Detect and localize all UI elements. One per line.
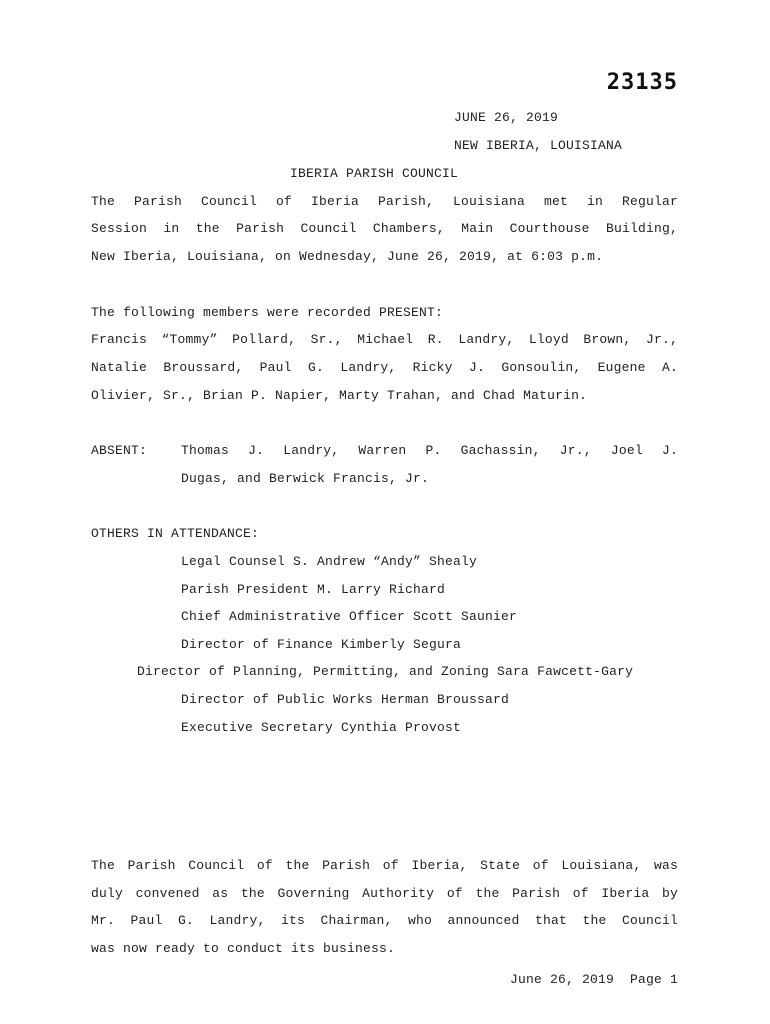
header-location: NEW IBERIA, LOUISIANA (454, 138, 623, 153)
attendance-item: Director of Planning, Permitting, and Zoning Sara Fawcett-Gary (137, 664, 634, 679)
present-line: Olivier, Sr., Brian P. Napier, Marty Trahan, and Chad Maturin. (91, 388, 588, 403)
absent-line: Dugas, and Berwick Francis, Jr. (181, 471, 430, 486)
intro-line: Session in the Parish Council Chambers, Main Courthouse Building, (91, 221, 678, 236)
attendance-item: Legal Counsel S. Andrew “Andy” Shealy (181, 554, 478, 569)
attendance-heading: OTHERS IN ATTENDANCE: (91, 526, 260, 541)
intro-line: New Iberia, Louisiana, on Wednesday, June 26, 2019, at 6:03 p.m. (91, 249, 604, 264)
council-title: IBERIA PARISH COUNCIL (290, 166, 459, 181)
present-line: Natalie Broussard, Paul G. Landry, Ricky J. Gonsoulin, Eugene A. (91, 360, 678, 375)
attendance-item: Director of Finance Kimberly Segura (181, 637, 462, 652)
absent-label: ABSENT: (91, 443, 148, 458)
attendance-item: Director of Public Works Herman Broussard (181, 692, 510, 707)
present-heading: The following members were recorded PRESENT: (91, 305, 444, 320)
closing-line: The Parish Council of the Parish of Iberia, State of Louisiana, was (91, 858, 678, 873)
page-footer: June 26, 2019 Page 1 (509, 972, 678, 987)
attendance-item: Chief Administrative Officer Scott Saunier (181, 609, 518, 624)
present-line: Francis “Tommy” Pollard, Sr., Michael R. Landry, Lloyd Brown, Jr., (91, 332, 678, 347)
intro-line: The Parish Council of Iberia Parish, Louisiana met in Regular (91, 194, 678, 209)
attendance-item: Executive Secretary Cynthia Provost (181, 720, 462, 735)
closing-line: duly convened as the Governing Authority of the Parish of Iberia by (91, 886, 678, 901)
header-date: JUNE 26, 2019 (454, 110, 559, 125)
closing-line: Mr. Paul G. Landry, its Chairman, who announced that the Council (91, 913, 678, 928)
absent-line: Thomas J. Landry, Warren P. Gachassin, Jr., Joel J. (181, 443, 678, 458)
document-number: 23135 (606, 70, 678, 95)
closing-line: was now ready to conduct its business. (91, 941, 396, 956)
attendance-item: Parish President M. Larry Richard (181, 582, 446, 597)
